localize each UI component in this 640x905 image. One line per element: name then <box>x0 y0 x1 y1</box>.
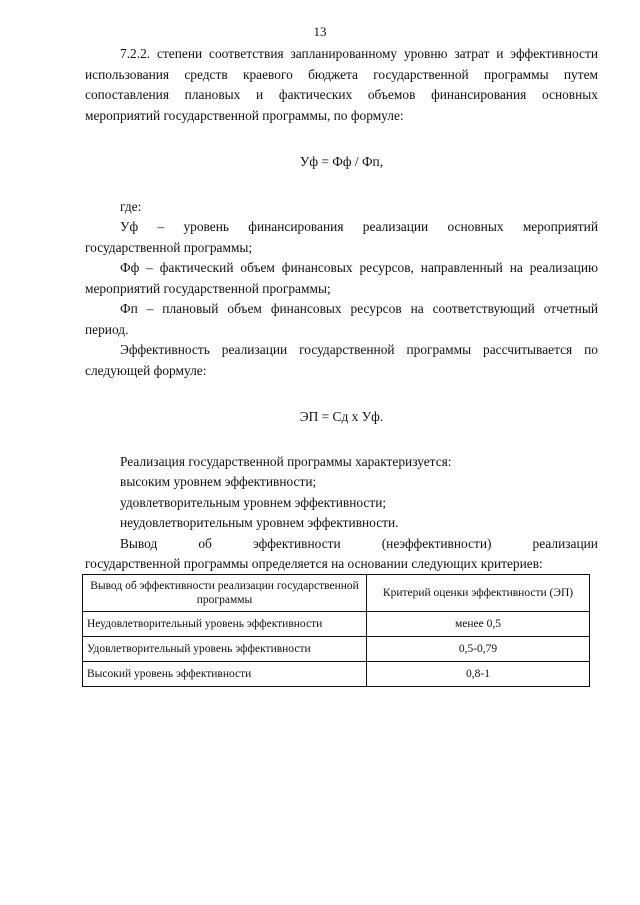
table-header-criterion: Критерий оценки эффективности (ЭП) <box>367 575 590 612</box>
table-header-conclusion: Вывод об эффективности реализации государственной программы <box>83 575 367 612</box>
word: Вывод <box>120 535 158 551</box>
word: об <box>198 535 212 551</box>
document-body <box>85 44 598 575</box>
definition-ff: Фф – фактический объем финансовых ресурсов, направленный на реализацию мероприятий государственной программы; <box>85 260 598 296</box>
table-row <box>83 612 590 637</box>
list-item-satisfactory: удовлетворительным уровнем эффективности; <box>120 494 387 510</box>
word: реализации <box>532 535 598 551</box>
table-header-row <box>83 575 590 612</box>
table-cell-level: Неудовлетворительный уровень эффективности <box>83 612 367 637</box>
table-cell-criterion: 0,5-0,79 <box>367 637 590 662</box>
formula-efficiency: ЭП = Сд x Уф. <box>299 409 384 424</box>
table-cell-criterion: менее 0,5 <box>367 612 590 637</box>
page-number: 13 <box>313 24 327 39</box>
paragraph-conclusion-line1 <box>85 534 598 555</box>
definition-uf: Уф – уровень финансирования реализации основных мероприятий государственной программы; <box>85 219 598 255</box>
word: (неэффективности) <box>381 535 492 551</box>
table-row <box>83 662 590 687</box>
formula-financing-level: Уф = Фф / Фп, <box>299 154 384 169</box>
list-item-unsatisfactory: неудовлетворительным уровнем эффективности. <box>120 515 399 530</box>
paragraph-characterized: Реализация государственной программы характеризуется: <box>120 453 452 469</box>
definition-fp: Фп – плановый объем финансовых ресурсов на соответствующий отчетный период. <box>85 301 598 337</box>
table-cell-level: Высокий уровень эффективности <box>83 662 367 687</box>
paragraph-conclusion-line2: государственной программы определяется на основании следующих критериев: <box>85 556 543 571</box>
paragraph-efficiency-formula-intro: Эффективность реализации государственной программы рассчитывается по следующей формуле: <box>85 342 598 378</box>
table-row <box>83 637 590 662</box>
efficiency-criteria-table <box>82 574 590 687</box>
table-cell-level: Удовлетворительный уровень эффективности <box>83 637 367 662</box>
where-label: где: <box>120 198 142 214</box>
table-cell-criterion: 0,8-1 <box>367 662 590 687</box>
word: эффективности <box>252 535 341 551</box>
list-item-high: высоким уровнем эффективности; <box>120 474 317 489</box>
paragraph-7-2-2: 7.2.2. степени соответствия запланированному уровню затрат и эффективности использования средств краевого бюджета государственной программы путем сопоставления плановых и фактических объемов финансирования основных мероприятий государственной программы, по формуле: <box>85 46 598 123</box>
